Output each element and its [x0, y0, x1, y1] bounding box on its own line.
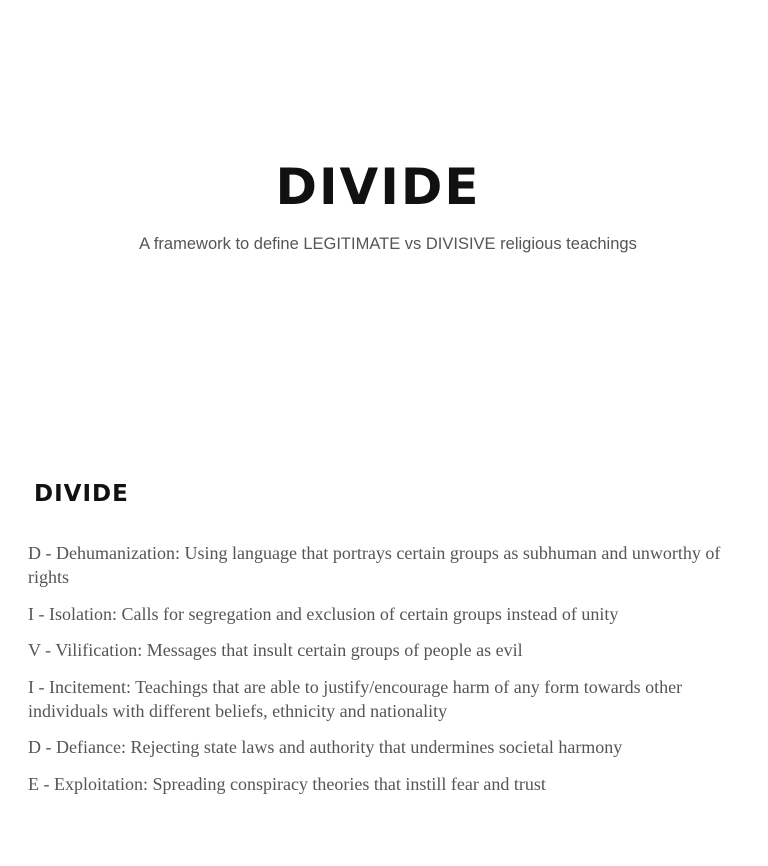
list-item-exploitation: E - Exploitation: Spreading conspiracy theories that instill fear and trust [28, 773, 546, 794]
section-heading: DIVIDE [34, 481, 129, 507]
list-item-incitement: I - Incitement: Teachings that are able to justify/encourage harm of any form towards other individuals with different beliefs, ethnicity and nationality [28, 676, 683, 721]
acronym-list [28, 541, 740, 808]
list-item-defiance: D - Defiance: Rejecting state laws and authority that undermines societal harmony [28, 737, 623, 757]
list-item-vilification: V - Vilification: Messages that insult certain groups of people as evil [28, 640, 523, 660]
slide-subtitle: A framework to define LEGITIMATE vs DIVISIVE religious teachings [139, 235, 637, 253]
list-item-isolation: I - Isolation: Calls for segregation and exclusion of certain groups instead of unity [28, 603, 619, 624]
slide-title: DIVIDE [275, 158, 481, 216]
list-item-dehumanization: D - Dehumanization: Using language that portrays certain groups as subhuman and unworthy of rights [28, 543, 721, 587]
